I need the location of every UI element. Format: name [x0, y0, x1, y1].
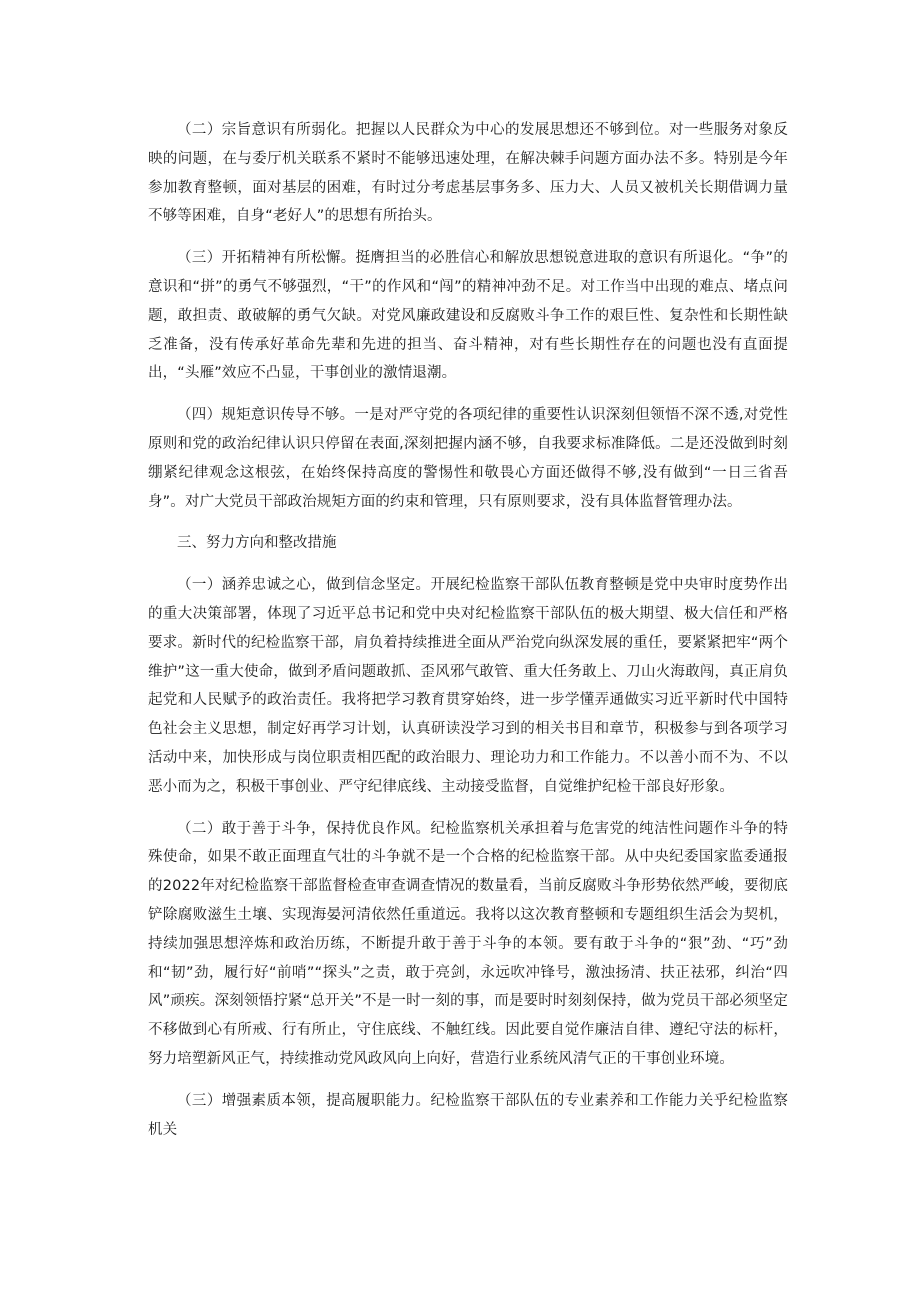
paragraph-struggle: （二）敢于善于斗争，保持优良作风。纪检监察机关承担着与危害党的纯洁性问题作斗争的特殊使命，如果不敢正面理直气壮的斗争就不是一个合格的纪检监察干部。从中央纪委国家监委通报的2022年对纪检监察干部监督检查审查调查情况的数量看，当前反腐败斗争形势依然严峻，要彻底铲除腐败滋生土壤、实现海晏河清依然任重道远。我将以这次教育整顿和专题组织生活会为契机，持续加强思想淬炼和政治历练，不断提升敢于善于斗争的本领。要有敢于斗争的“狠”劲、“巧”劲和“韧”劲，履行好“前哨”“探头”之责，敢于亮剑，永远吹冲锋号，激浊扬清、扶正祛邪，纠治“四风”顽疾。深刻领悟拧紧“总开关”不是一时一刻的事，而是要时时刻刻保持，做为党员干部必须坚定不移做到心有所戒、行有所止，守住底线、不触红线。因此要自觉作廉洁自律、遵纪守法的标杆，努力培塑新风正气，持续推动党风政风向上向好，营造行业系统风清气正的干事创业环境。	[148, 820, 788, 1067]
paragraph-competence: （三）增强素质本领，提高履职能力。纪检监察干部队伍的专业素养和工作能力关乎纪检监察机关	[148, 1092, 788, 1138]
paragraph-gap	[148, 388, 788, 401]
paragraph-purpose-awareness: （二）宗旨意识有所弱化。把握以人民群众为中心的发展思想还不够到位。对一些服务对象反映的问题，在与委厅机关联系不紧时不能够迅速处理，在解决棘手问题方面办法不多。特别是今年参加教育整顿，面对基层的困难，有时过分考虑基层事务多、压力大、人员又被机关长期借调力量不够等困难，自身“老好人”的思想有所抬头。	[148, 122, 788, 225]
paragraph-gap	[148, 231, 788, 244]
paragraph-rules-awareness: （四）规矩意识传导不够。一是对严守党的各项纪律的重要性认识深刻但领悟不深不透,对党性原则和党的政治纪律认识只停留在表面,深刻把握内涵不够，自我要求标准降低。二是还没做到时刻绷紧纪律观念这根弦，在始终保持高度的警惕性和敬畏心方面还做得不够,没有做到“一日三省吾身”。对广大党员干部政治规矩方面的约束和管理，只有原则要求，没有具体监督管理办法。	[148, 407, 788, 510]
document-page	[148, 116, 788, 1144]
paragraph-pioneering-spirit: （三）开拓精神有所松懈。挺膺担当的必胜信心和解放思想锐意进取的意识有所退化。“争”的意识和“拼”的勇气不够强烈，“干”的作风和“闯”的精神冲劲不足。对工作当中出现的难点、堵点问题，敢担责、敢破解的勇气欠缺。对党风廉政建设和反腐败斗争工作的艰巨性、复杂性和长期性缺乏准备，没有传承好革命先辈和先进的担当、奋斗精神，对有些长期性存在的问题也没有直面提出，“头雁”效应不凸显，干事创业的激情退潮。	[148, 250, 788, 382]
paragraph-gap	[148, 802, 788, 815]
paragraph-gap	[148, 558, 788, 571]
paragraph-gap	[148, 516, 788, 529]
paragraph-loyalty: （一）涵养忠诚之心，做到信念坚定。开展纪检监察干部队伍教育整顿是党中央审时度势作出的重大决策部署，体现了习近平总书记和党中央对纪检监察干部队伍的极大期望、极大信任和严格要求。新时代的纪检监察干部，肩负着持续推进全面从严治党向纵深发展的重任，要紧紧把牢“两个维护”这一重大使命，做到矛盾问题敢抓、歪风邪气敢管、重大任务敢上、刀山火海敢闯，真正肩负起党和人民赋予的政治责任。我将把学习教育贯穿始终，进一步学懂弄通做实习近平新时代中国特色社会主义思想，制定好再学习计划，认真研读没学习到的相关书目和章节，积极参与到各项学习活动中来，加快形成与岗位职责相匹配的政治眼力、理论功力和工作能力。不以善小而不为、不以恶小而为之，积极干事创业、严守纪律底线、主动接受监督，自觉维护纪检干部良好形象。	[148, 577, 788, 795]
paragraph-gap	[148, 1074, 788, 1087]
section-heading-measures: 三、努力方向和整改措施	[177, 535, 337, 552]
